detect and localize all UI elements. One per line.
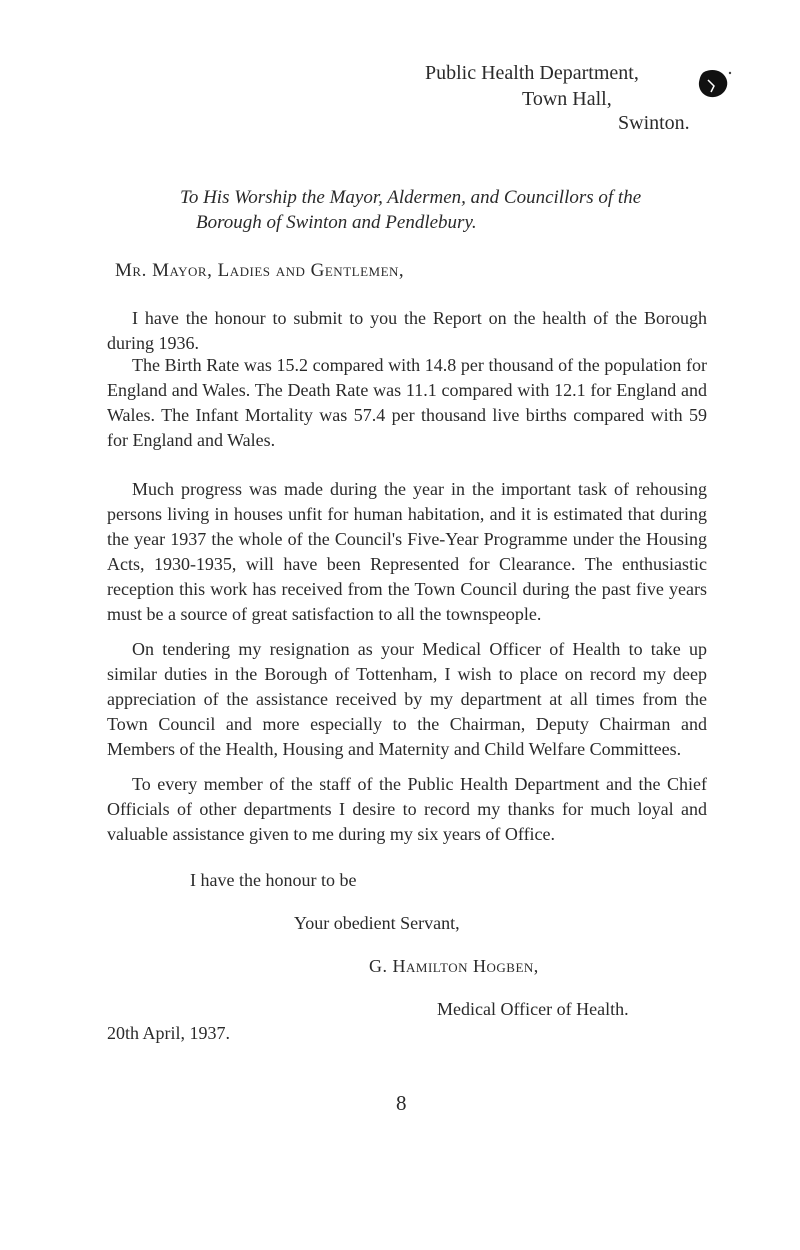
paragraph-vital-statistics: The Birth Rate was 15.2 compared with 14.8 per thousand of the population for England and Wales. The Death Rate was 11.1 compared with 12.1 for England and Wales. The Infant Mortality was 57.4 per thousand live births compared with 59 for England and Wales. bbox=[107, 355, 707, 450]
addressee-block bbox=[180, 185, 760, 235]
address-line-town: Swinton. bbox=[618, 112, 690, 134]
letter-date: 20th April, 1937. bbox=[107, 1023, 231, 1043]
addressee-line-2: Borough of Swinton and Pendlebury. bbox=[196, 212, 477, 233]
address-line-department: Public Health Department, bbox=[425, 62, 639, 84]
paragraph-thanks: To every member of the staff of the Public Health Department and the Chief Officials of other departments I desire to record my thanks for much loyal and valuable assistance given to me during my six years of Office. bbox=[107, 774, 707, 844]
paragraph-report-intro: I have the honour to submit to you the Report on the health of the Borough during 1936. bbox=[107, 308, 707, 353]
page-number: 8 bbox=[396, 1091, 407, 1115]
addressee-line-1: To His Worship the Mayor, Aldermen, and Councillors of the bbox=[180, 187, 642, 208]
closing-line-2: Your obedient Servant, bbox=[294, 913, 460, 933]
closing-line-1: I have the honour to be bbox=[190, 870, 357, 890]
signature-name: G. Hamilton Hogben, bbox=[369, 956, 539, 976]
paragraph-housing: Much progress was made during the year in the important task of rehousing persons living in houses unfit for human habitation, and it is estimated that during the year 1937 the whole of the Council's Five-Year Programme under the Housing Acts, 1930-1935, will have been Represented for Clearance. The enthusiastic reception this work has received from the Town Council during the past five years must be a source of great satisfaction to all the townspeople. bbox=[107, 479, 707, 624]
ink-blot-mark bbox=[692, 66, 734, 100]
signature-title: Medical Officer of Health. bbox=[437, 999, 629, 1019]
paragraph-resignation: On tendering my resignation as your Medical Officer of Health to take up similar duties in the Borough of Tottenham, I wish to place on record my deep appreciation of the assistance received by my department at all times from the Town Council and more especially to the Chairman, Deputy Chairman and Members of the Health, Housing and Maternity and Child Welfare Committees. bbox=[107, 639, 707, 759]
salutation: Mr. Mayor, Ladies and Gentlemen, bbox=[115, 260, 405, 281]
address-line-town-hall: Town Hall, bbox=[522, 88, 612, 110]
